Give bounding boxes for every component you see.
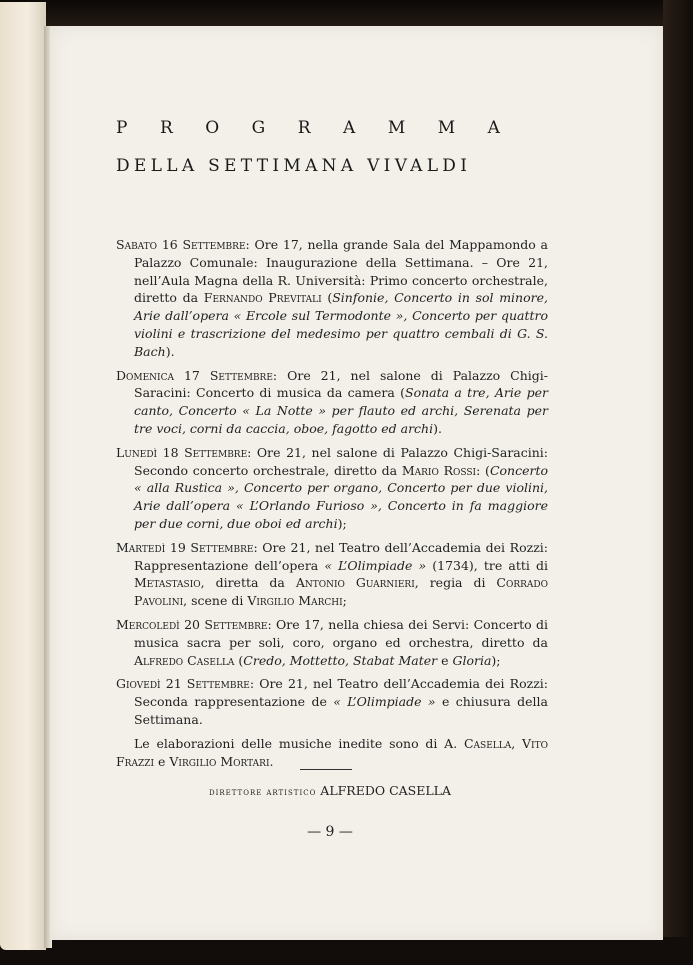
entry-text: : Ore 17, nella grande Sala del Mappamondo a Palazzo Comunale: Inaugurazione della Settimana. – Ore 21, nell’Aula Magna della R. Università: Primo concerto orchestrale, diretto da <box>134 237 548 306</box>
program-entry-domenica <box>116 367 548 438</box>
entry-text: , diretta da <box>200 575 296 591</box>
divider-rule <box>300 769 352 770</box>
entry-text: , scene di <box>183 593 248 609</box>
entry-text: ; <box>342 593 347 609</box>
program-entry-lunedi <box>116 444 548 533</box>
arranger-name: Virgilio Mortari <box>169 753 270 769</box>
entry-day: Domenica 17 Settembre <box>116 367 273 383</box>
program-entry-sabato <box>116 236 548 361</box>
entry-text: e chiusura della Settimana. <box>134 694 548 727</box>
conductor-name: Antonio Guarnieri <box>295 575 415 591</box>
entry-text: ); <box>337 515 347 531</box>
works-list: Credo, Mottetto, Stabat Mater <box>243 652 438 668</box>
entry-text: : Ore 21, nel Teatro dell’Accademia dei Rozzi: Seconda rappresentazione de <box>134 676 548 710</box>
opera-title: « L’Olimpiade » <box>324 557 427 573</box>
program-body <box>116 236 548 770</box>
entry-day: Sabato 16 Settembre <box>116 237 246 252</box>
entry-day: Mercoledì 20 Settembre <box>116 616 268 632</box>
note-text: , <box>511 735 523 751</box>
background-right <box>663 0 693 965</box>
note-text: Le elaborazioni delle musiche inedite sono di A. <box>134 735 464 751</box>
left-page-edge <box>0 2 46 950</box>
entry-text: : ( <box>476 462 490 478</box>
program-entry-martedi <box>116 539 548 610</box>
note-text: . <box>269 753 274 769</box>
entry-text: e <box>437 652 453 668</box>
page-number: — 9 — <box>307 824 353 840</box>
note-text: e <box>154 753 170 769</box>
conductor-name: Alfredo Casella <box>134 652 235 668</box>
entry-text: ). <box>433 420 442 436</box>
conductor-name: Fernando Previtali <box>203 290 322 306</box>
opera-title: « L’Olimpiade » <box>333 694 436 710</box>
works-list: Gloria <box>452 652 492 668</box>
entry-text: , regia di <box>414 575 497 591</box>
works-list: Sinfonie, Concerto in sol minore, Arie dall’opera « Ercole sul Termodonte », Concerto per quattro violini e trascrizione del medesimo per quattro cembali di G. S. Bach <box>134 290 548 359</box>
director-name: Corrado Pavolini <box>134 575 549 609</box>
entry-text: (1734), tre atti di <box>426 557 549 573</box>
artistic-director-line <box>110 783 550 798</box>
entry-day: Giovedì 21 Settembre <box>116 676 250 692</box>
entry-text: ( <box>234 652 244 668</box>
entry-text: : Ore 17, nella chiesa dei Servi: Concerto di musica sacra per soli, coro, organo ed orchestra, diretto da <box>134 616 548 650</box>
entry-text: : Ore 21, nel salone di Palazzo Chigi-Saracini: Concerto di musica da camera ( <box>134 367 548 401</box>
program-entry-mercoledi <box>116 616 548 669</box>
program-entry-giovedi <box>116 675 548 728</box>
entry-text: : Ore 21, nel salone di Palazzo Chigi-Saracini: Secondo concerto orchestrale, diretto da <box>134 444 549 478</box>
director-name: ALFREDO CASELLA <box>320 783 451 798</box>
entry-day: Lunedì 18 Settembre <box>116 444 248 460</box>
entry-text: : Ore 21, nel Teatro dell’Accademia dei Rozzi: Rappresentazione dell’opera <box>134 539 548 573</box>
entry-day: Martedì 19 Settembre <box>116 539 254 555</box>
entry-text: ( <box>321 290 333 306</box>
works-list: Concerto « alla Rustica », Concerto per organo, Concerto per due violini, Arie dall’opera « L’Orlando Furioso », Concerto in fa maggiore per due corni, due oboi ed archi <box>134 462 549 531</box>
arranger-name: Vito Frazzi <box>116 735 548 769</box>
program-subtitle: DELLA SETTIMANA VIVALDI <box>116 156 472 176</box>
director-role: direttore artistico <box>208 787 317 798</box>
arranger-name: Casella <box>463 735 512 751</box>
designer-name: Virgilio Marchi <box>247 593 343 609</box>
conductor-name: Mario Rossi <box>401 462 477 478</box>
entry-text: ). <box>165 343 175 359</box>
librettist-name: Metastasio <box>134 575 201 591</box>
background-bottom <box>0 937 693 965</box>
arrangements-note <box>116 735 548 771</box>
works-list: Sonata a tre, Arie per canto, Concerto « La Notte » per flauto ed archi, Serenata per tre voci, corni da caccia, oboe, fagotto ed archi <box>134 385 548 436</box>
entry-text: ); <box>491 652 501 668</box>
program-title: PROGRAMMA <box>116 118 533 138</box>
